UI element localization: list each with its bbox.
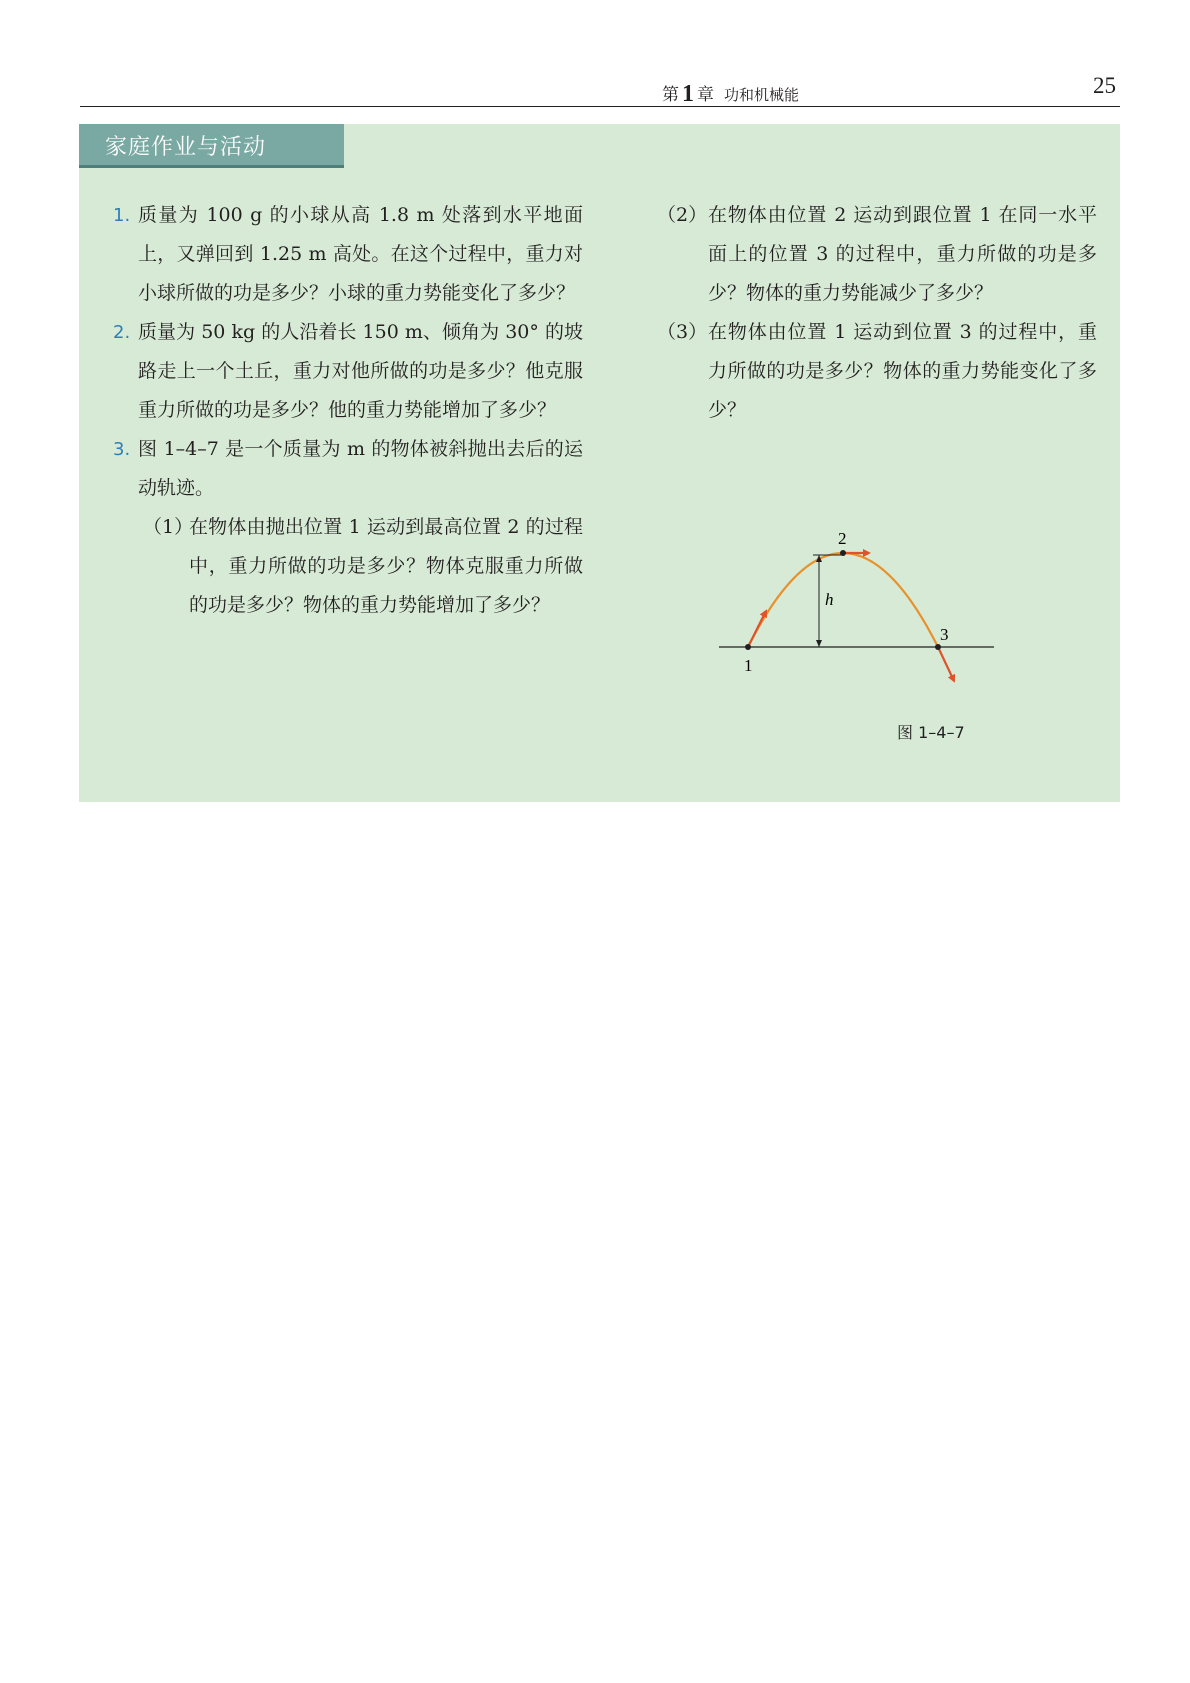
left-column bbox=[113, 196, 583, 625]
trajectory-diagram bbox=[709, 519, 1019, 719]
chapter-title: 功和机械能 bbox=[724, 86, 800, 104]
exercise-3-part-2 bbox=[657, 196, 1097, 313]
exercise-number: 2. bbox=[113, 322, 131, 343]
label-point-2: 2 bbox=[838, 529, 847, 548]
exercise-2 bbox=[113, 313, 583, 430]
label-point-1: 1 bbox=[744, 656, 753, 675]
height-arrow-bottom bbox=[816, 640, 822, 647]
label-height: h bbox=[825, 590, 834, 609]
trajectory-curve bbox=[748, 553, 938, 647]
panel-title: 家庭作业与活动 bbox=[105, 135, 267, 160]
exercise-number: 1. bbox=[113, 205, 131, 226]
velocity-arrow-3 bbox=[938, 647, 954, 681]
exercise-3-part-3 bbox=[657, 313, 1097, 430]
page-number: 25 bbox=[1093, 73, 1116, 98]
subitem-text: 在物体由抛出位置 1 运动到最高位置 2 的过程中，重力所做的功是多少？物体克服重力所做的功是多少？物体的重力势能增加了多少？ bbox=[189, 516, 583, 616]
label-point-3: 3 bbox=[940, 625, 949, 644]
subitem-number: （2） bbox=[657, 204, 708, 226]
exercise-3 bbox=[113, 430, 583, 508]
chapter-label bbox=[662, 80, 799, 107]
right-column bbox=[657, 196, 1097, 430]
position-dot-3 bbox=[935, 644, 941, 650]
exercise-1 bbox=[113, 196, 583, 313]
chapter-suffix: 章 bbox=[697, 85, 714, 105]
subitem-number: （3） bbox=[657, 321, 708, 343]
exercise-text: 图 1–4–7 是一个质量为 m 的物体被斜抛出去后的运动轨迹。 bbox=[138, 438, 583, 499]
homework-panel bbox=[79, 124, 1120, 802]
panel-title-bar bbox=[79, 124, 344, 168]
trajectory-figure bbox=[709, 519, 1019, 719]
chapter-number: 1 bbox=[682, 81, 694, 107]
position-dot-2 bbox=[840, 550, 846, 556]
running-header bbox=[80, 70, 1120, 107]
exercise-text: 质量为 50 kg 的人沿着长 150 m、倾角为 30° 的坡路走上一个土丘，重力对他所做的功是多少？他克服重力所做的功是多少？他的重力势能增加了多少？ bbox=[138, 321, 583, 421]
subitem-text: 在物体由位置 2 运动到跟位置 1 在同一水平面上的位置 3 的过程中，重力所做的功是多少？物体的重力势能减少了多少？ bbox=[708, 204, 1097, 304]
exercise-number: 3. bbox=[113, 439, 131, 460]
position-dot-1 bbox=[745, 644, 751, 650]
subitem-text: 在物体由位置 1 运动到位置 3 的过程中，重力所做的功是多少？物体的重力势能变化了多少？ bbox=[708, 321, 1097, 421]
figure-caption: 图 1–4–7 bbox=[897, 723, 965, 742]
exercise-text: 质量为 100 g 的小球从高 1.8 m 处落到水平地面上，又弹回到 1.25 m 高处。在这个过程中，重力对小球所做的功是多少？小球的重力势能变化了多少？ bbox=[138, 204, 583, 304]
subitem-number: （1） bbox=[143, 516, 194, 538]
chapter-prefix: 第 bbox=[662, 85, 679, 105]
velocity-arrow-1 bbox=[748, 611, 766, 647]
exercise-3-part-1 bbox=[113, 508, 583, 625]
